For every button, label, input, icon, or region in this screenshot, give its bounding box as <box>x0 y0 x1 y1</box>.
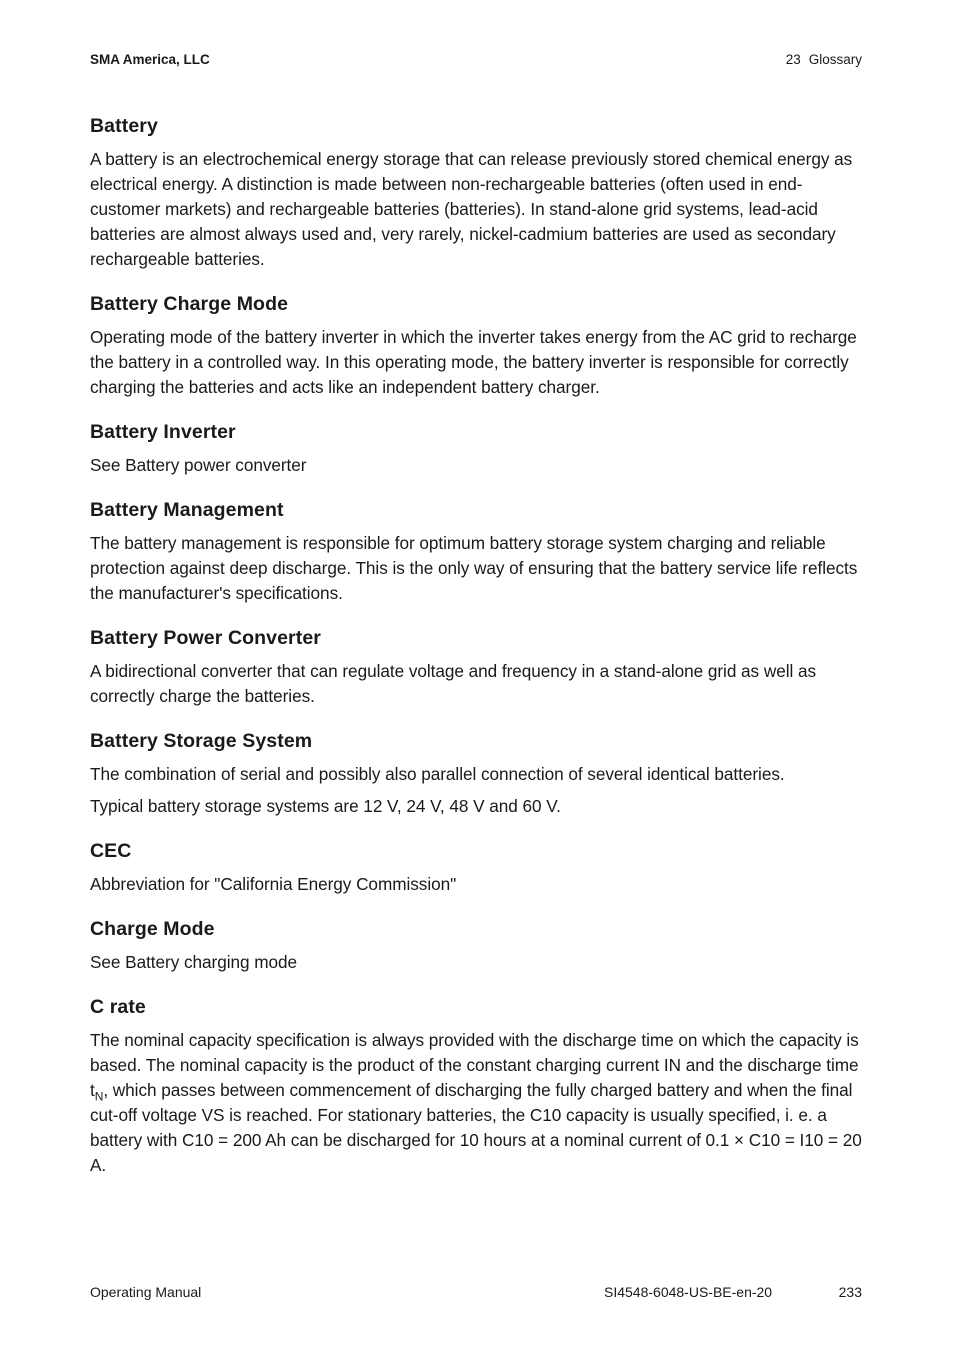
term-definition <box>90 453 862 478</box>
glossary-entry-battery-power-converter <box>90 625 862 709</box>
term-heading: Charge Mode <box>90 918 215 940</box>
glossary-entry-battery-charge-mode <box>90 291 862 400</box>
term-heading: C rate <box>90 996 146 1018</box>
definition-paragraph: A battery is an electrochemical energy storage that can release previously stored chemical energy as electrical energy. A distinction is made between non-rechargeable batteries (often used in end-customer markets) and rechargeable batteries (batteries). In stand-alone grid systems, lead-acid batteries are almost always used and, very rarely, nickel-cadmium batteries are used as secondary rechargeable batteries. <box>90 149 853 269</box>
term-heading: Battery Management <box>90 499 284 521</box>
glossary-entry-battery-inverter <box>90 419 862 478</box>
term-definition <box>90 762 862 819</box>
definition-paragraph: A bidirectional converter that can regulate voltage and frequency in a stand-alone grid as well as correctly charge the batteries. <box>90 661 817 706</box>
glossary-entry-battery-storage-system <box>90 728 862 819</box>
chapter-reference <box>786 52 862 67</box>
glossary-content <box>90 113 862 1197</box>
glossary-entry-battery <box>90 113 862 272</box>
term-heading: Battery Power Converter <box>90 627 321 649</box>
definition-paragraph: The battery management is responsible for optimum battery storage system charging and reliable protection against deep discharge. This is the only way of ensuring that the battery service life reflects the manufacturer's specifications. <box>90 533 858 603</box>
glossary-entry-charge-mode <box>90 916 862 975</box>
term-heading: Battery Charge Mode <box>90 293 289 315</box>
term-definition <box>90 325 862 400</box>
term-definition <box>90 872 862 897</box>
definition-paragraph: Typical battery storage systems are 12 V, 24 V, 48 V and 60 V. <box>90 796 561 816</box>
term-definition <box>90 1028 862 1178</box>
subscript-n: N <box>94 1089 104 1104</box>
term-definition <box>90 659 862 709</box>
c-rate-text-end: , which passes between commencement of discharging the fully charged battery and when the final cut-off voltage VS is reached. For stationary batteries, the C10 capacity is usually specified, i. e. a battery with C10 = 200 Ah can be discharged for 10 hours at a nominal current of 0.1 × C10 = I10 = 20 A. <box>90 1080 862 1175</box>
glossary-entry-c-rate <box>90 994 862 1178</box>
term-heading: Battery <box>90 115 158 137</box>
glossary-entry-cec <box>90 838 862 897</box>
definition-paragraph <box>90 1028 862 1178</box>
term-heading: Battery Storage System <box>90 730 313 752</box>
definition-paragraph: See Battery power converter <box>90 455 307 475</box>
manual-title: Operating Manual <box>90 1284 202 1300</box>
term-definition <box>90 950 862 975</box>
term-heading: CEC <box>90 840 132 862</box>
company-name: SMA America, LLC <box>90 51 210 67</box>
term-definition <box>90 531 862 606</box>
glossary-entry-battery-management <box>90 497 862 606</box>
page-number: 233 <box>838 1284 862 1300</box>
term-definition <box>90 147 862 272</box>
page-footer <box>90 1284 862 1304</box>
page-header <box>90 49 862 69</box>
chapter-title: Glossary <box>808 51 862 67</box>
definition-paragraph: See Battery charging mode <box>90 952 298 972</box>
document-id: SI4548-6048-US-BE-en-20 <box>604 1284 773 1300</box>
definition-paragraph: Abbreviation for "California Energy Commission" <box>90 874 457 894</box>
definition-paragraph: Operating mode of the battery inverter in which the inverter takes energy from the AC grid to recharge the battery in a controlled way. In this operating mode, the battery inverter is responsible for correctly charging the batteries and acts like an independent battery charger. <box>90 327 857 397</box>
chapter-number: 23 <box>785 51 801 67</box>
definition-paragraph: The combination of serial and possibly also parallel connection of several identical batteries. <box>90 764 785 784</box>
term-heading: Battery Inverter <box>90 421 236 443</box>
c-rate-text-start: The nominal capacity specification is always provided with the discharge time on which the capacity is based. The nominal capacity is the product of the constant charging current IN and the discharge time t <box>90 1030 859 1100</box>
